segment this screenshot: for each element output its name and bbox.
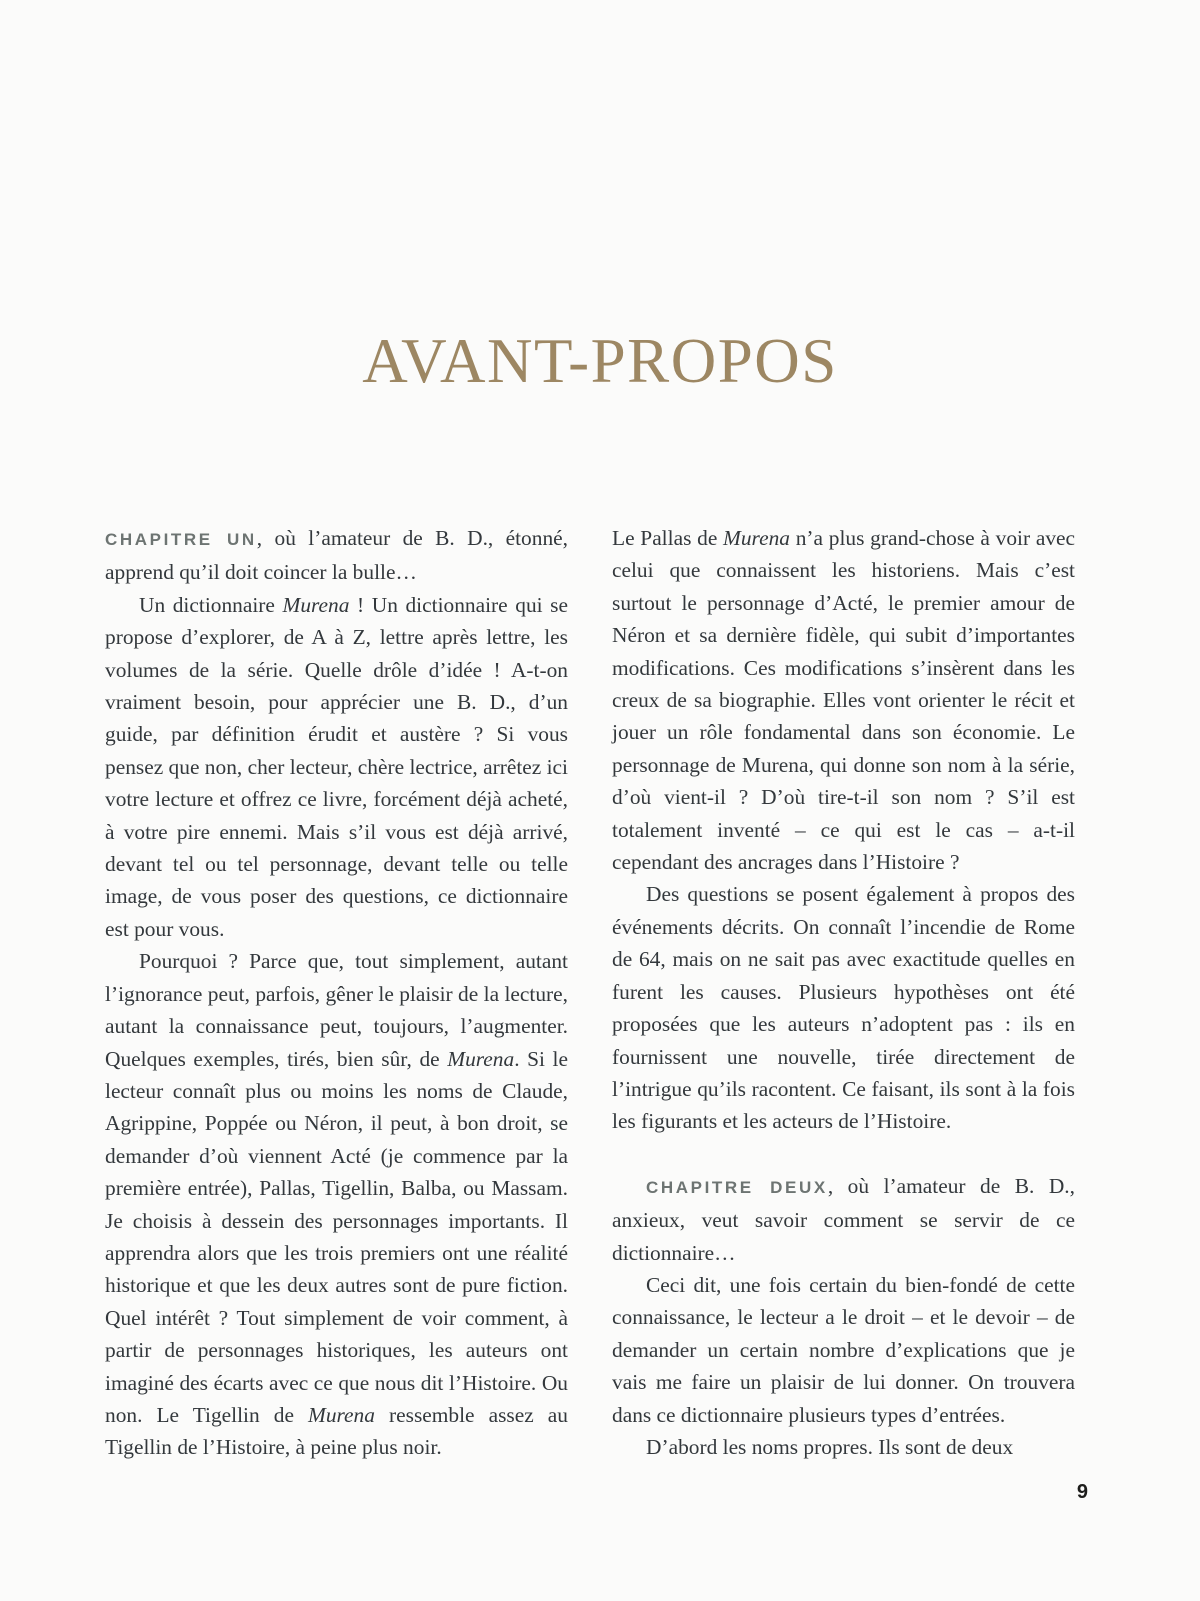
chapter-label: CHAPITRE DEUX bbox=[646, 1177, 828, 1197]
two-column-text-body bbox=[105, 522, 1075, 1464]
right-column bbox=[612, 522, 1075, 1464]
paragraph: Des questions se posent également à propos des événements décrits. On connaît l’incendie de Rome de 64, mais on ne sait pas avec exactitude quelles en furent les causes. Plusieurs hypothèses ont été proposées que les auteurs n’adoptent pas : ils en fournissent une nouvelle, tirée directement de l’intrigue qu’ils racontent. Ce faisant, ils sont à la fois les figurants et les acteurs de l’Histoire. bbox=[612, 882, 1075, 1134]
paragraph: CHAPITRE DEUX, où l’amateur de B. D., anxieux, veut savoir comment se servir de ce dictionnaire… bbox=[612, 1173, 1075, 1265]
chapter-label: CHAPITRE UN bbox=[105, 530, 257, 549]
series-title-italic: Murena bbox=[723, 526, 790, 550]
left-column bbox=[105, 522, 568, 1464]
series-title-italic: Murena bbox=[282, 592, 350, 617]
paragraph: Le Pallas de Murena n’a plus grand-chose à voir avec celui que connaissent les historiens. Mais c’est surtout le personnage d’Acté, le premier amour de Néron et sa dernière fidèle, qui subit d’importantes modifications. Ces modifications s’insèrent dans les creux de sa biographie. Elles vont orienter le récit et jouer un rôle fondamental dans son économie. Le personnage de Murena, qui donne son nom à la série, d’où vient-il ? D’où tire-t-il son nom ? S’il est totalement inventé – ce qui est le cas – a-t-il cependant des ancrages dans l’Histoire ? bbox=[612, 526, 1076, 875]
paragraph: D’abord les noms propres. Ils sont de deux bbox=[646, 1434, 1014, 1459]
paragraph: Un dictionnaire Murena ! Un dictionnaire qui se propose d’explorer, de A à Z, lettre après lettre, les volumes de la série. Quelle drôle d’idée ! A-t-on vraiment besoin, pour apprécier une B. D., d’un guide, par définition érudit et austère ? Si vous pensez que non, cher lecteur, chère lectrice, arrêtez ici votre lecture et offrez ce livre, forcément déjà acheté, à votre pire ennemi. Mais s’il vous est déjà arrivé, devant tel ou tel personnage, devant telle ou telle image, de vous poser des questions, ce dictionnaire est pour vous. bbox=[105, 592, 568, 941]
page-number: 9 bbox=[1076, 1481, 1088, 1503]
series-title-italic: Murena bbox=[447, 1046, 515, 1071]
page-title: AVANT-PROPOS bbox=[362, 326, 838, 397]
paragraph: CHAPITRE UN, où l’amateur de B. D., étonné, apprend qu’il doit coincer la bulle… bbox=[105, 526, 568, 585]
paragraph: Pourquoi ? Parce que, tout simplement, autant l’ignorance peut, parfois, gêner le plaisir de la lecture, autant la connaissance peut, toujours, l’augmenter. Quelques exemples, tirés, bien sûr, de Murena. Si le lecteur connaît plus ou moins les noms de Claude, Agrippine, Poppée ou Néron, il peut, à bon droit, se demander d’où viennent Acté (je commence par la première entrée), Pallas, Tigellin, Balba, ou Massam. Je choisis à dessein des personnages importants. Il apprendra alors que les trois premiers ont une réalité historique et que les deux autres sont de pure fiction. Quel intérêt ? Tout simplement de voir comment, à partir de personnages historiques, les auteurs ont imaginé des écarts avec ce que nous dit l’Histoire. Ou non. Le Tigellin de Murena ressemble assez au Tigellin de l’Histoire, à peine plus noir. bbox=[105, 949, 568, 1460]
series-title-italic: Murena bbox=[308, 1402, 375, 1427]
paragraph: Ceci dit, une fois certain du bien-fondé de cette connaissance, le lecteur a le droit – et le devoir – de demander un certain nombre d’explications que je vais me faire un plaisir de lui donner. On trouvera dans ce dictionnaire plusieurs types d’entrées. bbox=[612, 1272, 1075, 1427]
